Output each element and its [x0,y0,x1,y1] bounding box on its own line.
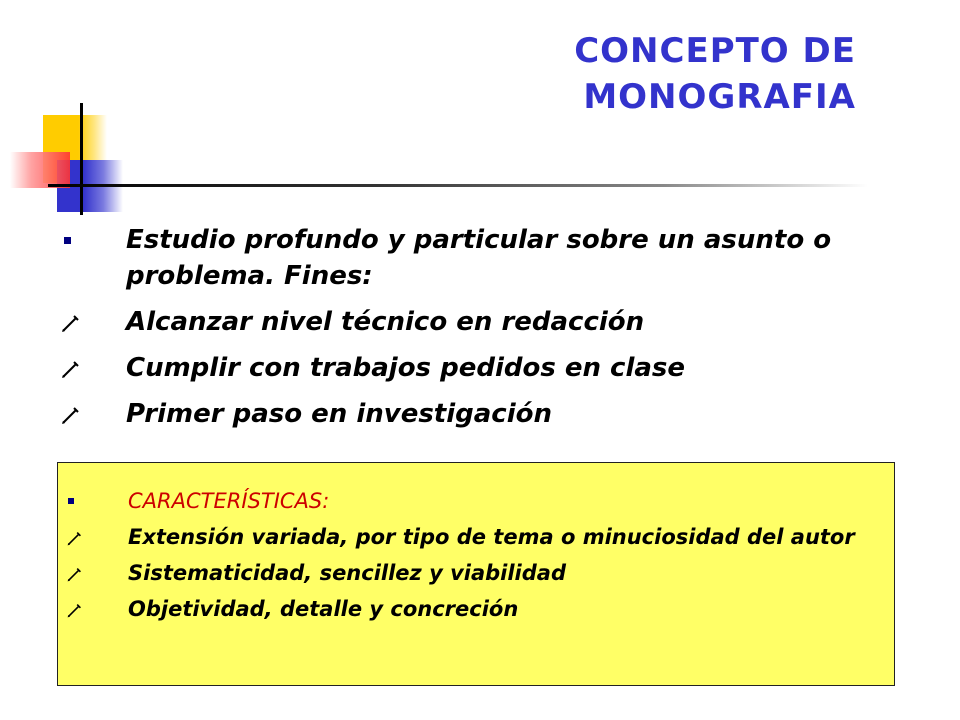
pen-bullet-icon [60,350,90,386]
list-item-text: Estudio profundo y particular sobre un asunto o problema. Fines: [126,225,832,291]
list-item-text: Primer paso en investigación [126,399,553,429]
list-item-text: Objetividad, detalle y concreción [128,597,519,621]
pen-bullet-icon [66,525,96,550]
list-item-text: Alcanzar nivel técnico en redacción [126,307,645,337]
list-item-text: Cumplir con trabajos pedidos en clase [126,353,686,383]
list-item [60,350,880,386]
characteristics-heading: CARACTERÍSTICAS: [128,489,330,513]
slide-title: CONCEPTO DE MONOGRAFIA [574,31,856,117]
list-item [66,597,886,622]
list-item [66,525,886,550]
red-bar-decoration [10,152,70,188]
list-item [66,489,886,514]
bullet-list [60,222,880,442]
list-item [60,396,880,432]
list-item [60,222,880,294]
pen-bullet-icon [66,597,96,622]
characteristics-list [66,489,886,633]
list-item-text: Sistematicidad, sencillez y viabilidad [128,561,566,585]
pen-bullet-icon [60,396,90,432]
list-item [60,304,880,340]
pen-bullet-icon [60,304,90,340]
characteristics-box [57,462,895,686]
pen-bullet-icon [66,561,96,586]
horizontal-rule [48,184,868,187]
list-item-text: Extensión variada, por tipo de tema o minuciosidad del autor [128,525,855,549]
square-bullet-icon [66,489,96,514]
list-item [66,561,886,586]
square-bullet-icon [60,222,90,258]
vertical-rule [80,103,83,215]
